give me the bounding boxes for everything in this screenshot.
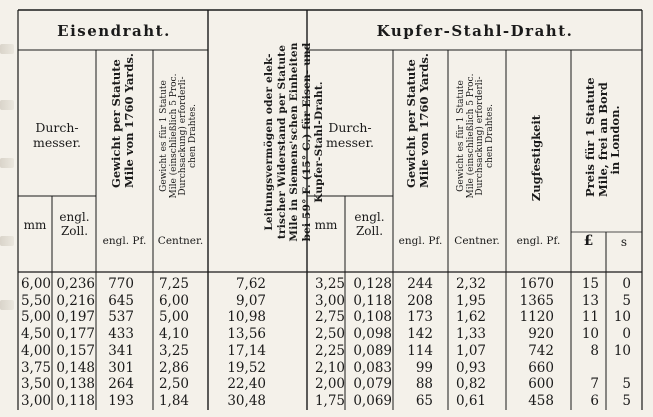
iron-centner-header: Gewicht es für 1 Statute Mile (einschließlich 5 Proc. Durchsackung) erforderli- chen Drahtes. (159, 73, 198, 199)
resistance-cell: 9,07 (235, 292, 266, 309)
copper-weight-cell: 173 (407, 309, 433, 326)
unit-engl-pf: engl. Pf. (516, 235, 561, 247)
tensile-strength-header: Zugfestigkeit (529, 114, 543, 202)
iron-centner-cell: 4,10 (158, 326, 189, 343)
copper-weight-cell: 142 (407, 326, 433, 343)
price-pound-cell: 15 (581, 276, 599, 292)
unit-engl-pf: engl. Pf. (398, 235, 443, 247)
unit-zoll: engl. Zoll. (354, 210, 385, 238)
price-shilling-cell: 0 (622, 326, 631, 343)
conductivity-header: Leitungsvermögen oder elek- trischer Widerstand per Statute Mile in Siemens'schen Einheiten bei 59° F. (15° C.) für Eisen- und Kupfer-Stahl-Draht. (263, 42, 325, 242)
tensile-strength-cell: 1120 (519, 309, 554, 326)
price-shilling-cell: 5 (622, 392, 631, 409)
iron-weight-cell: 537 (108, 309, 134, 326)
iron-weight-cell: 264 (108, 376, 134, 393)
unit-mm: mm (23, 218, 47, 232)
resistance-cell: 7,62 (235, 276, 266, 292)
copper-mm-cell: 2,50 (314, 326, 345, 343)
iron-mm-cell: 3,00 (20, 392, 51, 409)
iron-centner-cell: 2,86 (158, 359, 189, 376)
iron-weight-cell: 770 (108, 276, 134, 292)
copper-centner-cell: 1,95 (455, 292, 486, 309)
copper-diameter-header: Durch- messer. (325, 120, 375, 150)
iron-zoll-cell: 0,118 (56, 392, 95, 409)
copper-centner-cell: 2,32 (455, 276, 486, 292)
resistance-cell: 30,48 (227, 392, 266, 409)
price-header: Preis für 1 Statute Mile, frei an Bord in London. (583, 77, 622, 197)
iron-zoll-cell: 0,148 (56, 359, 95, 376)
copper-mm-cell: 3,25 (314, 276, 345, 292)
iron-wire-title: Eisendraht. (57, 22, 171, 40)
copper-weight-cell: 114 (407, 342, 433, 359)
copper-weight-header: Gewicht per Statute Mile von 1760 Yards. (404, 53, 431, 188)
copper-weight-cell: 208 (407, 292, 433, 309)
copper-zoll-cell: 0,069 (353, 392, 392, 409)
iron-mm-cell: 4,50 (20, 326, 51, 343)
iron-mm-cell: 6,00 (20, 276, 51, 292)
copper-centner-cell: 0,82 (455, 376, 486, 393)
unit-centner: Centner. (454, 235, 500, 247)
copper-centner-cell: 0,93 (455, 359, 486, 376)
copper-centner-header: Gewicht es für 1 Statute Mile (einschließlich 5 Proc. Durchsackung) erforderli- chen Drahtes. (456, 73, 495, 199)
copper-steel-wire-title: Kupfer-Stahl-Draht. (376, 22, 574, 40)
tensile-strength-cell: 600 (528, 376, 554, 393)
iron-centner-cell: 5,00 (158, 309, 189, 326)
iron-mm-cell: 5,00 (20, 309, 51, 326)
price-pound-cell: 6 (590, 392, 599, 409)
iron-centner-cell: 1,84 (158, 392, 189, 409)
iron-zoll-cell: 0,177 (56, 326, 95, 343)
iron-zoll-cell: 0,236 (56, 276, 95, 292)
price-pound-cell: 7 (590, 376, 599, 393)
iron-weight-cell: 301 (108, 359, 134, 376)
price-shilling-cell: 0 (622, 276, 631, 292)
tensile-strength-cell: 458 (528, 392, 554, 409)
copper-mm-cell: 2,10 (314, 359, 345, 376)
copper-mm-cell: 2,75 (314, 309, 345, 326)
copper-mm-cell: 2,25 (314, 342, 345, 359)
unit-zoll: engl. Zoll. (59, 210, 90, 238)
price-shilling-cell: 10 (613, 342, 631, 359)
iron-centner-cell: 3,25 (158, 342, 189, 359)
iron-weight-header: Gewicht per Statute Mile von 1760 Yards. (109, 53, 136, 188)
iron-mm-cell: 4,00 (20, 342, 51, 359)
resistance-cell: 10,98 (227, 309, 266, 326)
price-shilling-cell: 5 (622, 292, 631, 309)
copper-zoll-cell: 0,098 (353, 326, 392, 343)
tensile-strength-cell: 660 (528, 359, 554, 376)
copper-zoll-cell: 0,089 (353, 342, 392, 359)
price-pound-cell: 13 (581, 292, 599, 309)
price-shilling-cell: 10 (613, 309, 631, 326)
iron-mm-cell: 3,75 (20, 359, 51, 376)
tensile-strength-cell: 742 (528, 342, 554, 359)
tensile-strength-cell: 920 (528, 326, 554, 343)
copper-weight-cell: 65 (415, 392, 433, 409)
iron-zoll-cell: 0,216 (56, 292, 95, 309)
resistance-cell: 13,56 (227, 326, 266, 343)
copper-centner-cell: 1,62 (455, 309, 486, 326)
iron-centner-cell: 7,25 (158, 276, 189, 292)
copper-centner-cell: 0,61 (455, 392, 486, 409)
iron-centner-cell: 6,00 (158, 292, 189, 309)
copper-weight-cell: 99 (415, 359, 433, 376)
unit-shilling: s (620, 235, 628, 249)
copper-centner-cell: 1,07 (455, 342, 486, 359)
copper-weight-cell: 244 (407, 276, 433, 292)
iron-mm-cell: 5,50 (20, 292, 51, 309)
copper-zoll-cell: 0,108 (353, 309, 392, 326)
iron-centner-cell: 2,50 (158, 376, 189, 393)
iron-weight-cell: 341 (108, 342, 134, 359)
copper-centner-cell: 1,33 (455, 326, 486, 343)
copper-weight-cell: 88 (415, 376, 433, 393)
copper-mm-cell: 1,75 (314, 392, 345, 409)
copper-mm-cell: 3,00 (314, 292, 345, 309)
unit-engl-pf: engl. Pf. (102, 235, 147, 247)
iron-weight-cell: 193 (108, 392, 134, 409)
price-pound-cell: 8 (590, 342, 599, 359)
iron-weight-cell: 645 (108, 292, 134, 309)
tensile-strength-cell: 1670 (519, 276, 554, 292)
iron-zoll-cell: 0,157 (56, 342, 95, 359)
resistance-cell: 17,14 (227, 342, 266, 359)
unit-pound: £ (583, 233, 594, 249)
price-shilling-cell: 5 (622, 376, 631, 393)
unit-mm: mm (314, 218, 338, 232)
copper-zoll-cell: 0,118 (353, 292, 392, 309)
tensile-strength-cell: 1365 (519, 292, 554, 309)
unit-centner: Centner. (157, 235, 204, 247)
copper-zoll-cell: 0,083 (353, 359, 392, 376)
copper-mm-cell: 2,00 (314, 376, 345, 393)
copper-zoll-cell: 0,128 (353, 276, 392, 292)
iron-weight-cell: 433 (108, 326, 134, 343)
iron-mm-cell: 3,50 (20, 376, 51, 393)
price-pound-cell: 10 (581, 326, 599, 343)
copper-zoll-cell: 0,079 (353, 376, 392, 393)
iron-diameter-header: Durch- messer. (32, 120, 82, 150)
resistance-cell: 19,52 (227, 359, 266, 376)
resistance-cell: 22,40 (227, 376, 266, 393)
iron-zoll-cell: 0,197 (56, 309, 95, 326)
price-pound-cell: 11 (581, 309, 599, 326)
iron-zoll-cell: 0,138 (56, 376, 95, 393)
